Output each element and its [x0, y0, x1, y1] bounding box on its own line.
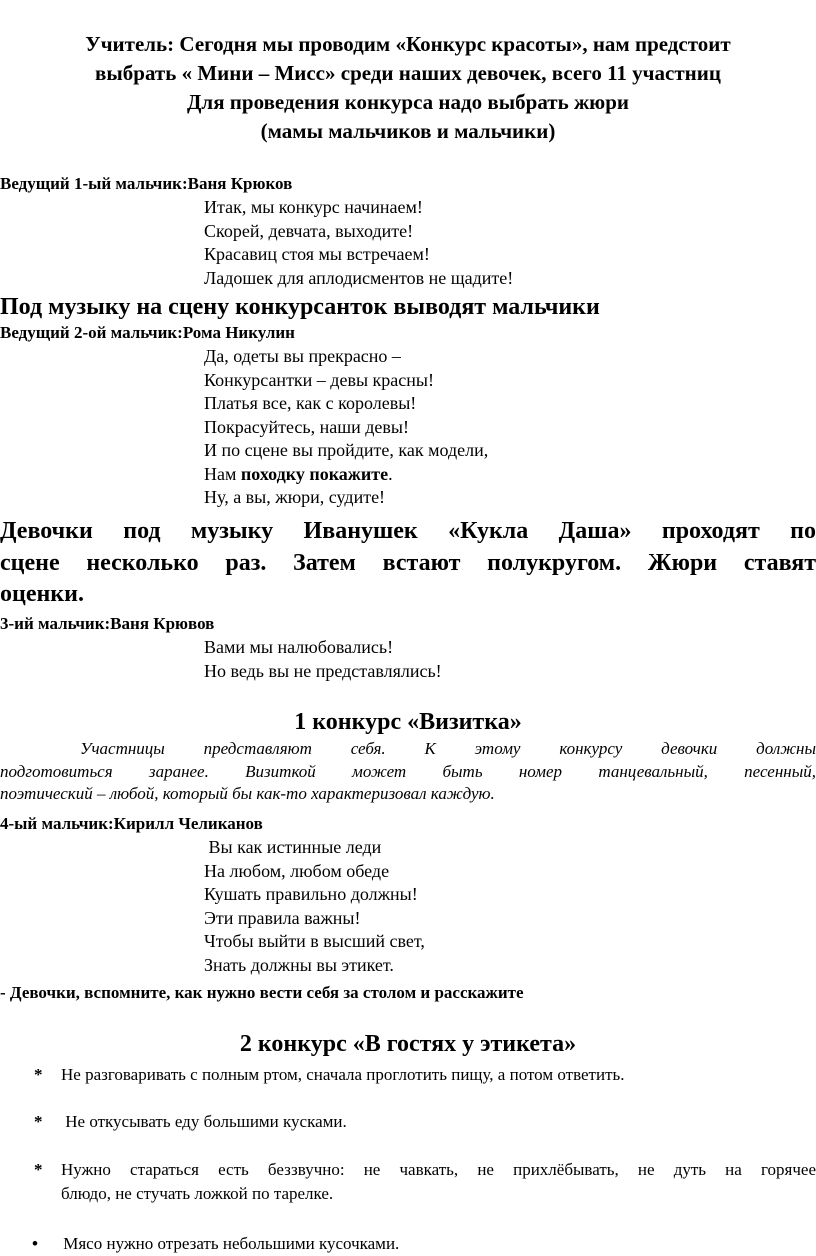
verse-line: Кушать правильно должны!	[204, 884, 418, 904]
rule-text: Мясо нужно отрезать небольшими кусочками.	[59, 1234, 400, 1253]
speaker-host4: 4-ый мальчик:Кирилл Челиканов	[0, 814, 263, 833]
stage-note-line: сцене несколько раз. Затем встают полукругом. Жюри ставят	[0, 549, 816, 576]
stage-note-line: Девочки под музыку Иванушек «Кукла Даша» проходят по	[0, 518, 816, 544]
verse-gait-suffix: .	[388, 463, 393, 484]
verse-gait-bold: походку покажите	[240, 463, 389, 484]
verse-line-gait	[204, 463, 488, 487]
verse-line: Ладошек для аплодисментов не щадите!	[204, 267, 514, 288]
speaker-host1: Ведущий 1-ый мальчик:Ваня Крюков	[0, 174, 293, 193]
asterisk-icon: *	[34, 1065, 43, 1084]
verse-line: Эти правила важны!	[204, 907, 361, 928]
verse-host4	[204, 836, 425, 977]
music-heading: Под музыку на сцену конкурсанток выводят мальчики	[0, 294, 600, 320]
rule-text: Не разговаривать с полным ртом, сначала проглотить пищу, а потом ответить.	[61, 1065, 625, 1084]
verse-host2	[204, 345, 488, 510]
verse-line: Красавиц стоя мы встречаем!	[204, 244, 430, 264]
verse-line: Ну, а вы, жюри, судите!	[204, 487, 386, 507]
verse-line: На любом, любом обеде	[204, 860, 390, 881]
verse-line: И по сцене вы пройдите, как модели,	[204, 440, 489, 460]
verse-line: Платья все, как с королевы!	[204, 393, 417, 413]
verse-line: Да, одеты вы прекрасно –	[204, 346, 401, 366]
rule-text: Нужно стараться есть беззвучно: не чавкать, не прихлёбывать, не дуть на горячее	[61, 1160, 816, 1179]
contest1-title: 1 конкурс «Визитка»	[294, 709, 522, 735]
verse-line: Но ведь вы не представлялись!	[204, 660, 442, 681]
rule-text: Не откусывать еду большими кусками.	[61, 1112, 347, 1131]
description-line: поэтический – любой, который бы как-то характеризовал каждую.	[0, 784, 495, 803]
verse-line: Скорей, девчата, выходите!	[204, 220, 414, 241]
asterisk-icon: *	[34, 1112, 43, 1131]
verse-line: Итак, мы конкурс начинаем!	[204, 197, 423, 217]
verse-line: Покрасуйтесь, наши девы!	[204, 416, 409, 437]
stage-note	[0, 516, 816, 611]
verse-line: Вы как истинные леди	[204, 837, 382, 857]
description-line: подготовиться заранее. Визиткой может быть номер танцевальный, песенный,	[0, 761, 816, 781]
girls-prompt: - Девочки, вспомните, как нужно вести себя за столом и расскажите	[0, 983, 524, 1002]
verse-line: Чтобы выйти в высший свет,	[204, 931, 425, 951]
intro-line: Учитель: Сегодня мы проводим «Конкурс красоты», нам предстоит	[85, 32, 731, 56]
intro-block	[0, 30, 816, 146]
contest2-title: 2 конкурс «В гостях у этикета»	[239, 1031, 577, 1057]
intro-line: выбрать « Мини – Мисс» среди наших девочек, всего 11 участниц	[95, 61, 721, 85]
contest1-description	[0, 738, 816, 806]
intro-line: Для проведения конкурса надо выбрать жюри	[186, 90, 630, 114]
rule-text-continuation: блюдо, не стучать ложкой по тарелке.	[61, 1184, 334, 1203]
speaker-host2: Ведущий 2-ой мальчик:Рома Никулин	[0, 323, 295, 342]
verse-host1	[204, 196, 513, 290]
description-line: Участницы представляют себя. К этому конкурсу девочки должны	[80, 739, 816, 758]
verse-line: Конкурсантки – девы красны!	[204, 369, 434, 390]
verse-gait-prefix: Нам	[204, 463, 241, 484]
intro-line: (мамы мальчиков и мальчики)	[260, 119, 556, 143]
verse-host3	[204, 636, 442, 683]
verse-line: Знать должны вы этикет.	[204, 954, 394, 975]
asterisk-icon: *	[34, 1160, 43, 1179]
bullet-icon: •	[32, 1234, 38, 1253]
stage-note-line: оценки.	[0, 581, 84, 607]
verse-line: Вами мы налюбовались!	[204, 637, 394, 657]
speaker-host3: 3-ий мальчик:Ваня Крювов	[0, 614, 215, 633]
